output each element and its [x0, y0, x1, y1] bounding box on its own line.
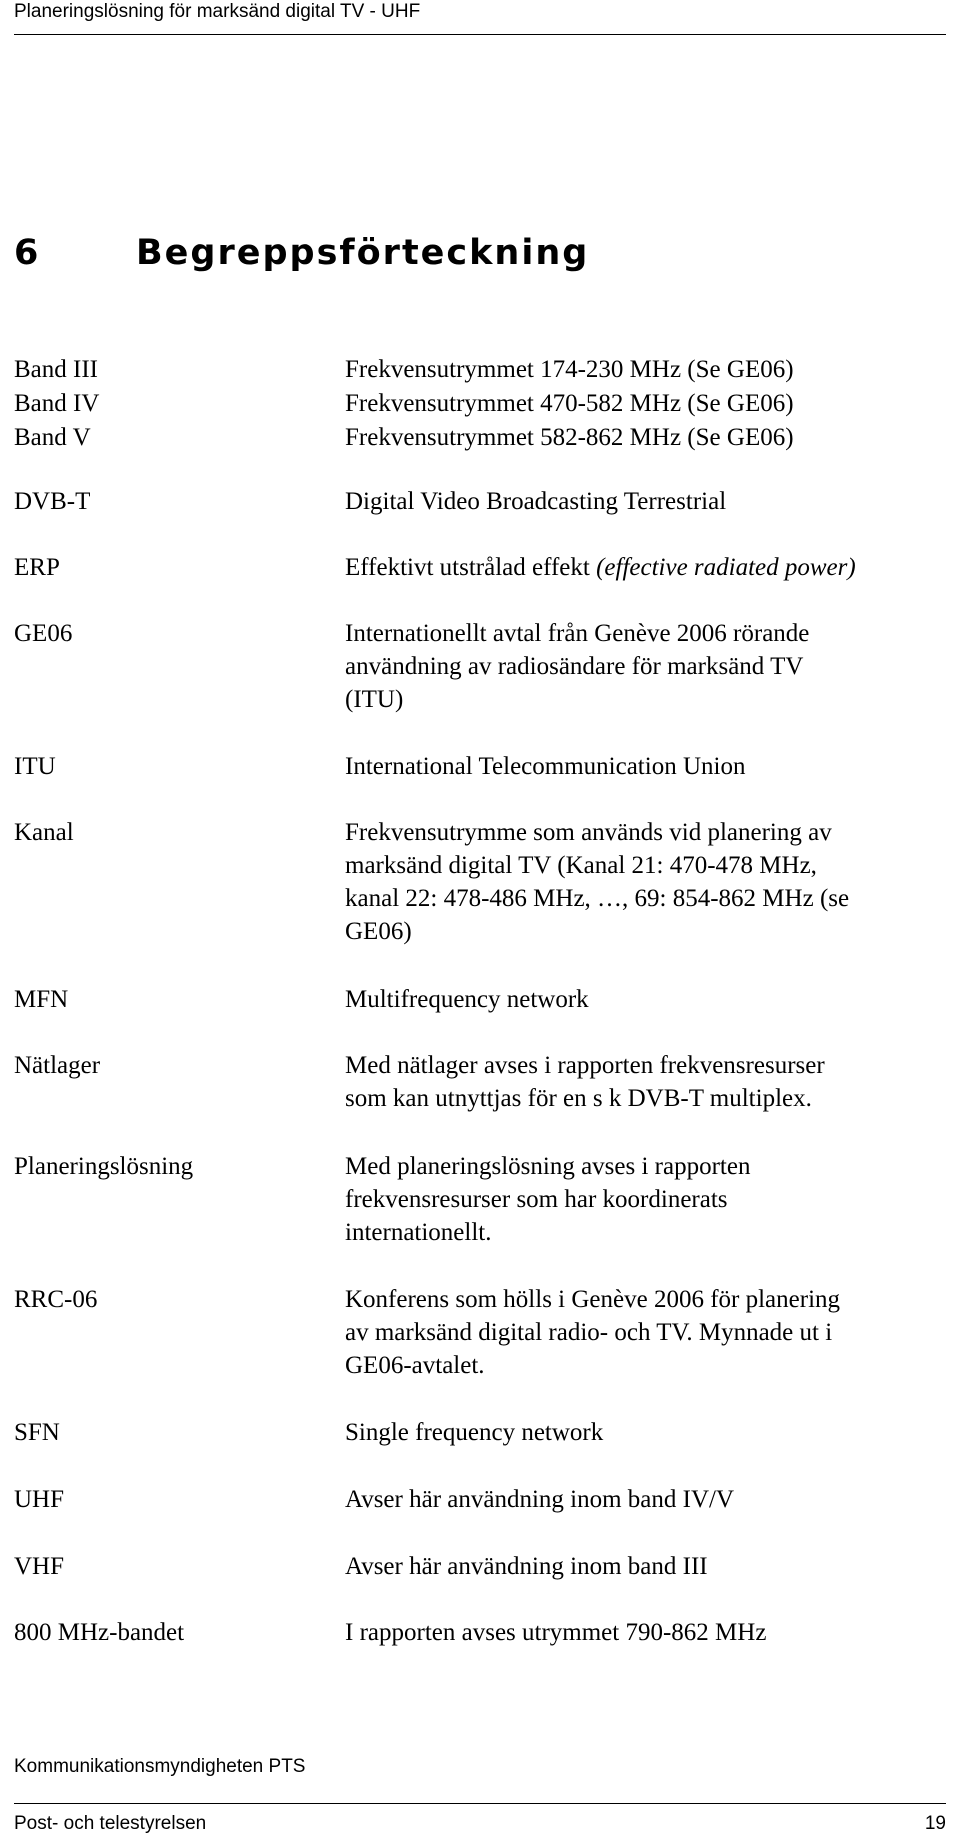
glossary-definition-line	[345, 1483, 734, 1516]
glossary-term: RRC-06	[14, 1286, 98, 1313]
glossary-definition-line	[345, 551, 856, 584]
glossary-definition-line	[345, 750, 745, 783]
glossary-definition-line	[345, 1550, 708, 1583]
definition-text: Internationellt avtal från Genève 2006 rörande	[345, 620, 810, 647]
chapter-number: 6	[14, 233, 41, 273]
footer-organization: Kommunikationsmyndigheten PTS	[14, 1756, 306, 1777]
glossary-definition-line	[345, 1416, 603, 1449]
glossary-definition-line	[345, 683, 403, 716]
definition-text: GE06)	[345, 918, 412, 945]
glossary-term: MFN	[14, 986, 69, 1013]
definition-text: Frekvensutrymme som används vid planering av	[345, 819, 832, 846]
glossary-definition-line	[345, 882, 849, 915]
definition-text: Konferens som hölls i Genève 2006 för planering	[345, 1286, 841, 1313]
definition-text: frekvensresurser som har koordinerats	[345, 1186, 728, 1213]
definition-text: av marksänd digital radio- och TV. Mynnade ut i	[345, 1319, 833, 1346]
glossary-term: UHF	[14, 1486, 65, 1513]
definition-text: internationellt.	[345, 1219, 492, 1246]
footer-publisher: Post- och telestyrelsen	[14, 1813, 207, 1834]
glossary-definition-line	[345, 353, 794, 386]
definition-italic-text: (effective radiated power)	[596, 554, 856, 581]
glossary-definition-line	[345, 1316, 832, 1349]
glossary-term: Kanal	[14, 819, 74, 846]
glossary-definition-line	[345, 1349, 485, 1382]
definition-text: Avser här användning inom band III	[345, 1553, 708, 1580]
definition-text: Frekvensutrymmet 582-862 MHz (Se GE06)	[345, 424, 794, 451]
definition-text: som kan utnyttjas för en s k DVB-T multiplex.	[345, 1085, 812, 1112]
glossary-term: Nätlager	[14, 1052, 101, 1079]
glossary-term: VHF	[14, 1553, 65, 1580]
glossary-term: Band IV	[14, 390, 100, 417]
chapter-title: Begreppsförteckning	[136, 233, 590, 273]
definition-text: Effektivt utstrålad effekt	[345, 554, 597, 581]
definition-text: kanal 22: 478-486 MHz, …, 69: 854-862 MHz (se	[345, 885, 850, 912]
definition-text: Digital Video Broadcasting Terrestrial	[345, 488, 727, 515]
definition-text: Med nätlager avses i rapporten frekvensresurser	[345, 1052, 825, 1079]
glossary-term: Planeringslösning	[14, 1153, 194, 1180]
glossary-term: ITU	[14, 753, 56, 780]
glossary-definition-line	[345, 1183, 728, 1216]
glossary-definition-line	[345, 1082, 812, 1115]
glossary-definition-line	[345, 816, 832, 849]
running-footer	[14, 1803, 946, 1839]
glossary-definition-line	[345, 915, 412, 948]
definition-text: I rapporten avses utrymmet 790-862 MHz	[345, 1619, 767, 1646]
definition-text: International Telecommunication Union	[345, 753, 746, 780]
glossary-definition-line	[345, 983, 589, 1016]
glossary-term: Band III	[14, 356, 98, 383]
definition-text: Single frequency network	[345, 1419, 604, 1446]
glossary-term: DVB-T	[14, 488, 91, 515]
header-title: Planeringslösning för marksänd digital TV - UHF	[14, 1, 421, 22]
glossary-definition-line	[345, 849, 817, 882]
glossary-term: SFN	[14, 1419, 60, 1446]
definition-text: marksänd digital TV (Kanal 21: 470-478 MHz,	[345, 852, 817, 879]
definition-text: Frekvensutrymmet 174-230 MHz (Se GE06)	[345, 356, 794, 383]
definition-text: GE06-avtalet.	[345, 1352, 485, 1379]
glossary-definition-line	[345, 485, 726, 518]
glossary-definition-line	[345, 1616, 766, 1649]
glossary-term: 800 MHz-bandet	[14, 1619, 185, 1646]
glossary-definition-line	[345, 1049, 825, 1082]
glossary-term: GE06	[14, 620, 73, 647]
glossary-definition-line	[345, 1150, 750, 1183]
definition-text: Med planeringslösning avses i rapporten	[345, 1153, 751, 1180]
page-number: 19	[924, 1813, 946, 1834]
definition-text: användning av radiosändare för marksänd TV	[345, 653, 804, 680]
glossary-definition-line	[345, 617, 809, 650]
glossary-term: Band V	[14, 424, 91, 451]
glossary-definition-line	[345, 1283, 840, 1316]
glossary-definition-line	[345, 1216, 491, 1249]
glossary-definition-line	[345, 387, 794, 420]
definition-text: Avser här användning inom band IV/V	[345, 1486, 735, 1513]
definition-text: (ITU)	[345, 686, 404, 713]
glossary-term: ERP	[14, 554, 60, 581]
definition-text: Frekvensutrymmet 470-582 MHz (Se GE06)	[345, 390, 794, 417]
glossary-definition-line	[345, 421, 794, 454]
definition-text: Multifrequency network	[345, 986, 589, 1013]
glossary-definition-line	[345, 650, 803, 683]
